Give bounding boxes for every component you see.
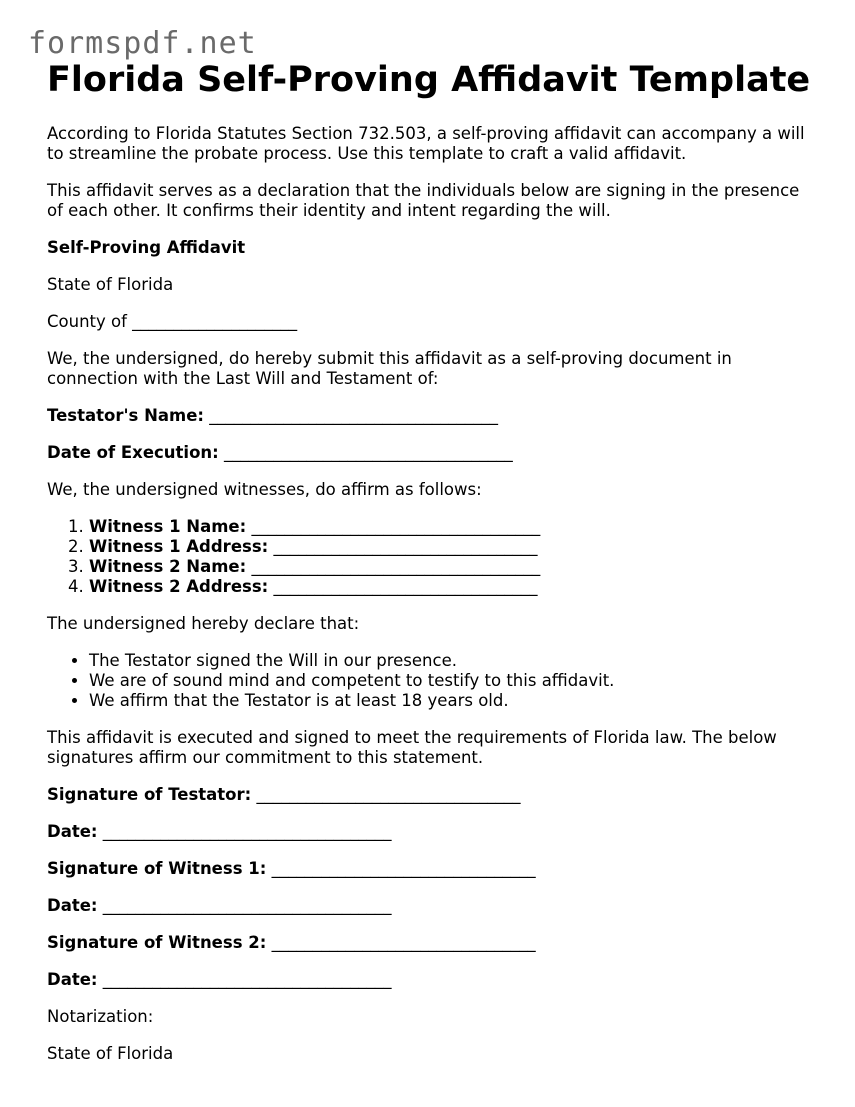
declaration-item: • We affirm that the Testator is at least 18 years old. [89,691,817,711]
signature-witness-1-field [47,859,817,879]
date-witness-1-field [47,896,817,916]
witness-fields-list [47,517,817,597]
document-page [47,58,817,1064]
witness-1-name-field [89,517,817,537]
declarations-list [47,651,817,711]
witness-2-address-blank[interactable]: ________________________________ [273,577,538,596]
witness-1-address-blank[interactable]: ________________________________ [273,537,538,556]
section-heading: Self-Proving Affidavit [47,238,246,257]
witness-2-name-blank[interactable]: ___________________________________ [251,557,541,576]
signature-testator-field [47,785,817,805]
declaration-item: • We are of sound mind and competent to testify to this affidavit. [89,671,817,691]
date-witness-2-field [47,970,817,990]
signature-testator-label: Signature of Testator: [47,785,252,804]
witness-1-address-label: Witness 1 Address: [89,537,269,556]
witness-2-address-field [89,577,817,597]
signature-witness-2-blank[interactable]: ________________________________ [271,933,536,952]
date-of-execution-label: Date of Execution: [47,443,219,462]
date-witness-1-label: Date: [47,896,98,915]
watermark: formspdf.net [28,26,257,61]
date-of-execution-blank[interactable]: ___________________________________ [224,443,513,462]
testator-name-blank[interactable]: ___________________________________ [209,406,498,425]
witness-1-address-field [89,537,817,557]
witness-1-name-blank[interactable]: ___________________________________ [251,517,541,536]
witness-2-name-field [89,557,817,577]
date-testator-blank[interactable]: ___________________________________ [102,822,392,841]
signature-witness-2-label: Signature of Witness 2: [47,933,267,952]
notarization-label: Notarization: [47,1007,154,1026]
submission-text: We, the undersigned, do hereby submit this affidavit as a self-proving document in connection with the Last Will and Testament of: [47,349,732,388]
declaration-item: • The Testator signed the Will in our presence. [89,651,817,671]
testator-name-label: Testator's Name: [47,406,204,425]
intro-paragraph-2: This affidavit serves as a declaration that the individuals below are signing in the presence of each other. It confirms their identity and intent regarding the will. [47,181,800,220]
intro-paragraph-1: According to Florida Statutes Section 732.503, a self-proving affidavit can accompany a will to streamline the probate process. Use this template to craft a valid affidavit. [47,124,805,163]
signature-witness-2-field [47,933,817,953]
testator-name-field [47,406,817,426]
date-of-execution-field [47,443,817,463]
signature-witness-1-label: Signature of Witness 1: [47,859,267,878]
execution-text: This affidavit is executed and signed to meet the requirements of Florida law. The below signatures affirm our commitment to this statement. [47,728,777,767]
date-witness-1-blank[interactable]: ___________________________________ [102,896,392,915]
declare-text: The undersigned hereby declare that: [47,614,360,633]
county-blank[interactable]: ____________________ [132,312,298,331]
signature-testator-blank[interactable]: ________________________________ [256,785,521,804]
witness-2-address-label: Witness 2 Address: [89,577,269,596]
state-line: State of Florida [47,275,174,294]
page-title: Florida Self-Proving Affidavit Template [47,60,811,100]
signature-witness-1-blank[interactable]: ________________________________ [271,859,536,878]
county-field [47,312,817,332]
date-testator-label: Date: [47,822,98,841]
notary-state-line: State of Florida [47,1044,174,1063]
date-witness-2-blank[interactable]: ___________________________________ [102,970,392,989]
county-label: County of [47,312,127,331]
witness-affirm-text: We, the undersigned witnesses, do affirm as follows: [47,480,482,499]
witness-1-name-label: Witness 1 Name: [89,517,247,536]
date-witness-2-label: Date: [47,970,98,989]
witness-2-name-label: Witness 2 Name: [89,557,247,576]
date-testator-field [47,822,817,842]
